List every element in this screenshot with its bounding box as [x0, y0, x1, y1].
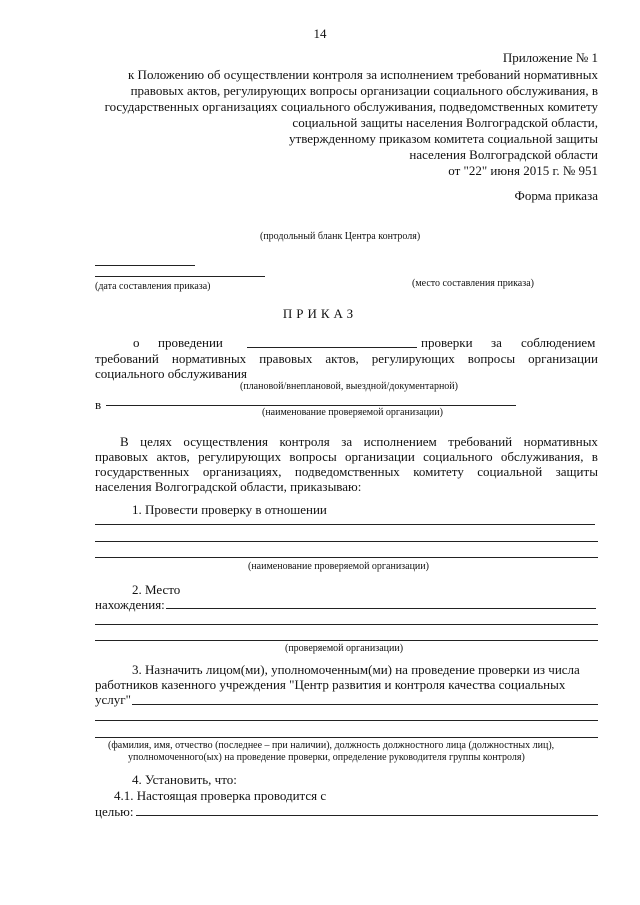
preamble-word: требований: [448, 434, 513, 449]
preamble-word: нормативных: [523, 434, 598, 449]
preamble-word: защиты: [555, 464, 598, 479]
appendix-date-line: от "22" июня 2015 г. № 951: [448, 163, 598, 178]
appendix-line: населения Волгоградской области: [409, 147, 598, 162]
item-2-caption: (проверяемой организации): [285, 643, 404, 654]
fill-line: [95, 524, 595, 525]
preamble-word: контроля: [279, 434, 330, 449]
preamble-word: актов,: [156, 449, 190, 464]
appendix-title: Приложение № 1: [502, 50, 598, 65]
preamble-word: осуществления: [183, 434, 268, 449]
fill-line: [136, 815, 598, 816]
preamble-word: правовых: [95, 449, 149, 464]
about-word: о: [133, 335, 140, 350]
date-caption: (дата составления приказа): [95, 281, 211, 292]
about-line-2: [95, 351, 598, 366]
appendix-line: государственных организациях социального обслуживания, подведомственных комитету: [104, 99, 598, 114]
fill-line: [132, 704, 598, 705]
appendix-line: к Положению об осуществлении контроля за исполнением требований нормативных: [127, 67, 598, 82]
preamble-word: социального: [423, 449, 493, 464]
about-word: проверки: [421, 335, 473, 350]
about-word: правовых: [259, 351, 313, 366]
page-number: 14: [313, 26, 327, 41]
check-type-line: [247, 347, 417, 348]
letterhead-caption: (продольный бланк Центра контроля): [260, 231, 421, 242]
preamble-word: комитету: [413, 464, 464, 479]
fill-line: [95, 557, 598, 558]
order-title: ПРИКАЗ: [282, 306, 358, 321]
about-word: за: [491, 335, 502, 350]
org-name-caption: (наименование проверяемой организации): [262, 407, 443, 418]
preamble-word: В: [120, 434, 129, 449]
item-2-label: нахождения:: [95, 597, 165, 612]
place-caption: (место составления приказа): [412, 278, 534, 289]
preamble-word: вопросы: [289, 449, 337, 464]
fill-line: [95, 720, 598, 721]
preamble-word: за: [341, 434, 353, 449]
preamble-word: организациях,: [202, 464, 282, 479]
preamble-word: регулирующих: [198, 449, 282, 464]
appendix-line: социальной защиты населения Волгоградской области,: [292, 115, 598, 130]
preamble-word: обслуживания,: [500, 449, 584, 464]
preamble-word: организации: [345, 449, 415, 464]
preamble-line-1: [120, 434, 598, 449]
item-3-line-3: услуг": [95, 692, 131, 707]
fill-line: [166, 608, 596, 609]
item-3-line-2: работников казенного учреждения "Центр развития и контроля качества социальных: [95, 677, 566, 692]
item-3-caption-2: уполномоченного(ых) на проведение проверки, определение руководителя группы контроля): [128, 752, 525, 763]
preamble-line-4: населения Волгоградской области, приказываю:: [95, 479, 362, 494]
about-word: соблюдением: [521, 335, 596, 350]
item-4-1-text: 4.1. Настоящая проверка проводится с: [114, 788, 327, 803]
item-3-line-1: 3. Назначить лицом(ми), уполномоченным(ми) на проведение проверки из числа: [132, 662, 580, 677]
fill-line: [95, 640, 598, 641]
in-word: в: [95, 397, 102, 412]
item-3-caption-1: (фамилия, имя, отчество (последнее – при наличии), должность должностного лица (должностных лиц),: [108, 740, 555, 751]
date-line-short: [95, 265, 195, 266]
preamble-word: в: [591, 449, 598, 464]
about-line-3: социального обслуживания: [95, 366, 247, 381]
org-name-line: [106, 405, 516, 406]
about-word: нормативных: [171, 351, 247, 366]
item-1-caption: (наименование проверяемой организации): [248, 561, 429, 572]
form-label: Форма приказа: [514, 188, 598, 203]
about-word: требований: [95, 351, 159, 366]
preamble-word: подведомственных: [294, 464, 400, 479]
fill-line: [95, 541, 598, 542]
item-1-text: 1. Провести проверку в отношении: [132, 502, 327, 517]
about-word: вопросы: [467, 351, 516, 366]
item-4-text: 4. Установить, что:: [132, 772, 237, 787]
appendix-line: правовых актов, регулирующих вопросы организации социального обслуживания, в: [130, 83, 598, 98]
appendix-line: утвержденному приказом комитета социальной защиты: [289, 131, 598, 146]
about-word: организации: [528, 351, 598, 366]
about-word: регулирующих: [371, 351, 455, 366]
preamble-word: государственных: [95, 464, 190, 479]
preamble-line-3: [95, 464, 598, 479]
item-4-1-label: целью:: [95, 804, 134, 819]
preamble-line-2: [95, 449, 598, 464]
check-type-caption: (плановой/внеплановой, выездной/документарной): [240, 381, 458, 392]
item-2-text: 2. Место: [132, 582, 181, 597]
fill-line: [95, 737, 598, 738]
date-line: [95, 276, 265, 277]
preamble-word: целях: [140, 434, 172, 449]
about-word: проведении: [158, 335, 223, 350]
fill-line: [95, 624, 598, 625]
about-word: актов,: [325, 351, 359, 366]
preamble-word: социальной: [477, 464, 543, 479]
preamble-word: исполнением: [363, 434, 437, 449]
